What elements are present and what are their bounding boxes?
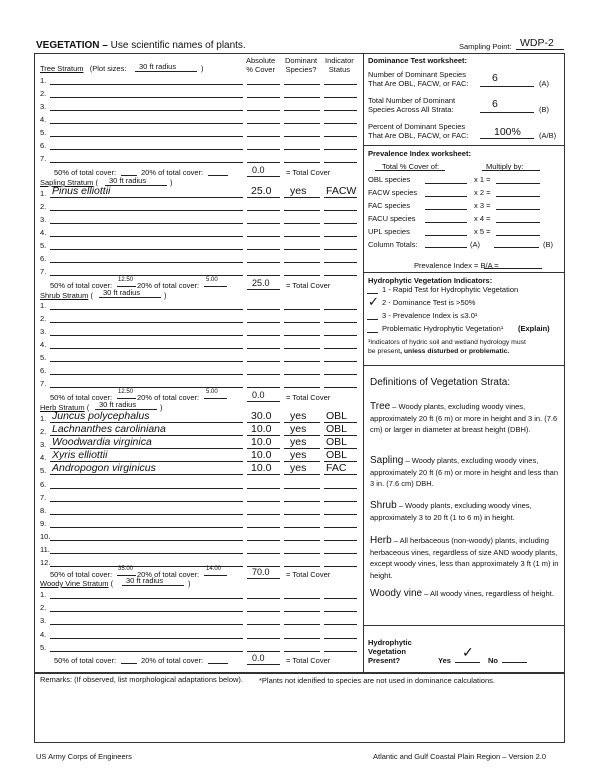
herb-species-name[interactable]: Lachnanthes caroliniana [52, 423, 166, 436]
prevalence-result-line[interactable] [496, 196, 540, 197]
sapling-plot-size[interactable]: 30 ft radius [109, 176, 147, 185]
tree-row-number: 2. [40, 89, 47, 98]
shrub-species-line[interactable] [50, 335, 243, 336]
shrub-cover-line[interactable] [247, 374, 280, 375]
sapling-cover-line[interactable] [247, 197, 280, 198]
shrub-row-number: 4. [40, 340, 47, 349]
woody-dominant-line[interactable] [284, 651, 320, 652]
sapling-dominant-line[interactable] [284, 223, 320, 224]
herb-status-line[interactable] [324, 540, 357, 541]
woody-status-line[interactable] [324, 598, 357, 599]
sapling-species-line[interactable] [50, 249, 243, 250]
dominance-test-title: Dominance Test worksheet: [368, 56, 468, 65]
prevalence-multiplier: x 3 = [474, 201, 491, 210]
prevalence-multiplier: x 2 = [474, 188, 491, 197]
herb-dominant-line[interactable] [284, 501, 320, 502]
sapling-status-line[interactable] [324, 262, 357, 263]
form-title: VEGETATION – Use scientific names of plants. [36, 40, 246, 51]
herb-cover-value[interactable]: 10.0 [251, 436, 272, 449]
sapling-status-line[interactable] [324, 236, 357, 237]
footer-left: US Army Corps of Engineers [36, 752, 132, 761]
tree-cover-line[interactable] [247, 110, 280, 111]
shrub-stratum-header: Shrub Stratum ( [40, 291, 93, 300]
dominance-value-percent[interactable]: 100% [494, 126, 521, 138]
shrub-dominant-line[interactable] [284, 361, 320, 362]
shrub-twenty-value[interactable]: 5.00 [206, 389, 218, 395]
indicators-title: Hydrophytic Vegetation Indicators: [368, 276, 493, 285]
woody-status-line[interactable] [324, 624, 357, 625]
prevalence-result-line[interactable] [496, 209, 540, 210]
prevalence-cover-line[interactable] [425, 209, 467, 210]
woody-stratum-header: Woody Vine Stratum ( [40, 579, 114, 588]
herb-status-line[interactable] [324, 501, 357, 502]
herb-species-line[interactable] [50, 514, 243, 515]
tree-dominant-line[interactable] [284, 123, 320, 124]
herb-status-value[interactable]: OBL [326, 436, 348, 449]
dominance-q3: Percent of Dominant Species That Are OBL, FACW, or FAC: [368, 122, 469, 140]
definition-item [370, 588, 560, 600]
shrub-fifty-value[interactable]: 12.50 [118, 389, 134, 395]
herb-cover-value[interactable]: 10.0 [251, 462, 272, 475]
herb-row-number: 1. [40, 414, 47, 423]
herb-fifty-value[interactable]: 35.00 [118, 566, 134, 572]
tree-cover-line[interactable] [247, 162, 280, 163]
shrub-dominant-line[interactable] [284, 387, 320, 388]
sapling-row-number: 5. [40, 241, 47, 250]
sapling-species-name[interactable]: Pinus elliottii [52, 185, 111, 197]
tree-species-line[interactable] [50, 110, 243, 111]
sapling-dominant-line[interactable] [284, 236, 320, 237]
herb-dominant-value[interactable]: yes [290, 410, 307, 422]
tree-status-line[interactable] [324, 110, 357, 111]
definition-term: Herb [370, 535, 392, 546]
woody-row-number: 2. [40, 603, 47, 613]
shrub-dominant-line[interactable] [284, 309, 320, 310]
definition-term: Woody vine [370, 588, 423, 599]
herb-cover-line[interactable] [247, 553, 280, 554]
definition-item [370, 401, 560, 436]
definition-text: – Woody plants, excluding woody vines, approximately 20 ft (6 m) or more in height and less than 3 in. (7.6 cm) DBH. [370, 456, 559, 488]
sapling-species-line[interactable] [50, 262, 243, 263]
indicator-checkbox-line[interactable] [367, 332, 378, 333]
herb-species-name[interactable]: Woodwardia virginica [52, 436, 152, 449]
herb-dominant-line[interactable] [284, 566, 320, 567]
prevalence-multiplier: x 4 = [474, 214, 491, 223]
tree-dominant-line[interactable] [284, 84, 320, 85]
sapling-dominant-line[interactable] [284, 210, 320, 211]
hydrophytic-present-label: Hydrophytic Vegetation Present? [368, 638, 412, 665]
herb-status-value[interactable]: OBL [326, 410, 348, 422]
herb-dominant-line[interactable] [284, 474, 320, 475]
definition-item [370, 455, 560, 490]
shrub-plot-size[interactable]: 30 ft radius [103, 288, 141, 297]
herb-species-name[interactable]: Xyris elliottii [52, 449, 108, 462]
herb-cover-line[interactable] [247, 527, 280, 528]
shrub-cover-line[interactable] [247, 309, 280, 310]
tree-row-number: 5. [40, 128, 47, 137]
indicator-text: 3 - Prevalence Index is ≤3.0¹ [382, 311, 478, 320]
footer-right: Atlantic and Gulf Coastal Plain Region – Version 2.0 [373, 752, 547, 761]
woody-species-line[interactable] [50, 651, 243, 652]
woody-row-number: 4. [40, 629, 47, 639]
woody-dominant-line[interactable] [284, 638, 320, 639]
remarks-label: Remarks: (If observed, list morphological adaptations below). [40, 675, 244, 684]
shrub-status-line[interactable] [324, 335, 357, 336]
shrub-dominant-line[interactable] [284, 322, 320, 323]
tree-dominant-line[interactable] [284, 97, 320, 98]
sapling-cover-value[interactable]: 25.0 [251, 185, 272, 197]
herb-row-number: 3. [40, 440, 47, 450]
sapling-total-cover[interactable]: 25.0 [252, 278, 270, 288]
prevalence-row-label: FACU species [368, 214, 416, 223]
sapling-species-line[interactable] [50, 197, 243, 198]
shrub-status-line[interactable] [324, 309, 357, 310]
shrub-row-number: 1. [40, 301, 47, 310]
shrub-status-line[interactable] [324, 322, 357, 323]
indicator-text: 1 - Rapid Test for Hydrophytic Vegetation [382, 285, 519, 294]
prevalence-cover-line[interactable] [425, 183, 467, 184]
sapling-status-line[interactable] [324, 210, 357, 211]
sapling-cover-line[interactable] [247, 223, 280, 224]
herb-row-number: 11. [40, 545, 50, 554]
definition-term: Tree [370, 401, 391, 412]
definition-text: – Woody plants, excluding woody vines, approximately 3 to 20 ft (1 to 6 m) in height. [370, 501, 532, 522]
tree-status-line[interactable] [324, 149, 357, 150]
sapling-cover-line[interactable] [247, 262, 280, 263]
woody-status-line[interactable] [324, 638, 357, 639]
herb-status-line[interactable] [324, 553, 357, 554]
indicator-text: 2 - Dominance Test is >50% [382, 298, 476, 307]
shrub-row-number: 2. [40, 314, 47, 323]
tree-dominant-line[interactable] [284, 110, 320, 111]
herb-species-line[interactable] [50, 501, 243, 502]
sapling-cover-line[interactable] [247, 236, 280, 237]
definition-text: – Woody plants, excluding woody vines, approximately 20 ft (6 m) or more in height and 3 in. (7.6 cm) or larger in diameter at breast height (DBH). [370, 402, 558, 434]
sapling-species-line[interactable] [50, 210, 243, 211]
definition-text: – All herbaceous (non-woody) plants, including herbaceous vines, regardless of size AND woody plants, except woody vines, less than approximately 3 ft (1 m) in height. [370, 536, 559, 580]
herb-species-name[interactable]: Andropogon virginicus [52, 462, 156, 475]
herb-species-line[interactable] [50, 553, 243, 554]
herb-dominant-value[interactable]: yes [290, 436, 307, 449]
shrub-row-number: 3. [40, 327, 47, 336]
woody-species-line[interactable] [50, 638, 243, 639]
sapling-row-number: 6. [40, 254, 47, 263]
shrub-species-line[interactable] [50, 387, 243, 388]
col-absolute-cover: Absolute % Cover [246, 56, 276, 74]
woody-cover-line[interactable] [247, 611, 280, 612]
herb-status-line[interactable] [324, 488, 357, 489]
sapling-status-line[interactable] [324, 197, 357, 198]
herb-species-name[interactable]: Juncus polycephalus [52, 410, 150, 422]
herb-status-line[interactable] [324, 527, 357, 528]
shrub-dominant-line[interactable] [284, 374, 320, 375]
tree-status-line[interactable] [324, 97, 357, 98]
shrub-species-line[interactable] [50, 374, 243, 375]
tree-species-line[interactable] [50, 149, 243, 150]
tree-cover-line[interactable] [247, 136, 280, 137]
sapling-status-value[interactable]: FACW [326, 185, 357, 197]
tree-row-number: 6. [40, 141, 47, 150]
prevalence-result-line[interactable] [496, 222, 540, 223]
shrub-dominant-line[interactable] [284, 335, 320, 336]
dominance-value-a[interactable]: 6 [492, 72, 498, 84]
sapling-row-number: 2. [40, 202, 47, 211]
indicators-footnote: ¹Indicators of hydric soil and wetland hydrology must be present, unless disturbed or problematic. [368, 339, 526, 355]
tree-species-line[interactable] [50, 162, 243, 163]
prevalence-result-line[interactable] [496, 183, 540, 184]
herb-cover-value[interactable]: 10.0 [251, 423, 272, 436]
herb-plot-size[interactable]: 30 ft radius [99, 400, 137, 409]
shrub-cover-line[interactable] [247, 322, 280, 323]
prevalence-cover-line[interactable] [425, 222, 467, 223]
sapling-dominant-value[interactable]: yes [290, 185, 307, 197]
herb-dominant-line[interactable] [284, 540, 320, 541]
sapling-cover-line[interactable] [247, 249, 280, 250]
dominance-value-b[interactable]: 6 [492, 98, 498, 110]
sapling-dominant-line[interactable] [284, 197, 320, 198]
shrub-status-line[interactable] [324, 348, 357, 349]
definition-term: Sapling [370, 455, 404, 466]
shrub-species-line[interactable] [50, 348, 243, 349]
indicator-text: Problematic Hydrophytic Vegetation¹ [382, 324, 504, 333]
shrub-row-number: 7. [40, 379, 47, 388]
herb-status-line[interactable] [324, 474, 357, 475]
herb-cover-value[interactable]: 30.0 [251, 410, 272, 422]
herb-row-number: 6. [40, 479, 47, 489]
hydrophytic-yes-check-icon[interactable]: ✓ [462, 644, 474, 660]
dominance-q1: Number of Dominant Species That Are OBL, FACW, or FAC: [368, 70, 469, 88]
herb-cover-value[interactable]: 10.0 [251, 449, 272, 462]
herb-row-number: 9. [40, 518, 47, 528]
tree-row-number: 4. [40, 115, 47, 124]
herb-row-number: 5. [40, 466, 47, 476]
shrub-status-line[interactable] [324, 374, 357, 375]
shrub-total-cover[interactable]: 0.0 [252, 390, 265, 400]
sapling-dominant-line[interactable] [284, 275, 320, 276]
shrub-cover-line[interactable] [247, 335, 280, 336]
tree-species-line[interactable] [50, 97, 243, 98]
shrub-cover-line[interactable] [247, 361, 280, 362]
tree-species-line[interactable] [50, 84, 243, 85]
woody-dominant-line[interactable] [284, 624, 320, 625]
prevalence-row-label: FAC species [368, 201, 411, 210]
indicator-check-icon[interactable]: ✓ [368, 294, 379, 309]
tree-status-line[interactable] [324, 162, 357, 163]
dominance-q2: Total Number of Dominant Species Across All Strata: [368, 96, 456, 114]
herb-dominant-value[interactable]: yes [290, 462, 307, 475]
woody-row-number: 1. [40, 590, 47, 599]
definition-text: – All woody vines, regardless of height. [422, 589, 554, 598]
tree-dominant-line[interactable] [284, 136, 320, 137]
herb-row-number: 2. [40, 427, 47, 437]
herb-dominant-line[interactable] [284, 527, 320, 528]
tree-cover-line[interactable] [247, 84, 280, 85]
woody-row-number: 3. [40, 616, 47, 626]
herb-row-number: 4. [40, 453, 47, 463]
definition-term: Shrub [370, 500, 397, 511]
tree-status-line[interactable] [324, 84, 357, 85]
tree-dominant-line[interactable] [284, 162, 320, 163]
tree-fifty-label: 50% of total cover: [54, 168, 117, 177]
herb-status-line[interactable] [324, 566, 357, 567]
tree-row-number: 7. [40, 154, 47, 163]
woody-row-number: 5. [40, 642, 47, 652]
herb-dominant-value[interactable]: yes [290, 449, 307, 462]
woody-cover-line[interactable] [247, 598, 280, 599]
shrub-status-line[interactable] [324, 387, 357, 388]
herb-status-value[interactable]: OBL [326, 423, 348, 436]
herb-species-line[interactable] [50, 488, 243, 489]
herb-species-line[interactable] [50, 527, 243, 528]
shrub-row-number: 6. [40, 366, 47, 375]
sapling-fifty-value[interactable]: 12.50 [118, 277, 134, 283]
herb-cover-line[interactable] [247, 501, 280, 502]
shrub-cover-line[interactable] [247, 348, 280, 349]
herb-total-cover[interactable]: 70.0 [252, 567, 270, 577]
sapling-species-line[interactable] [50, 223, 243, 224]
herb-species-line[interactable] [50, 474, 243, 475]
tree-dominant-line[interactable] [284, 149, 320, 150]
tree-plot-size[interactable]: 30 ft radius [139, 62, 177, 71]
sapling-species-line[interactable] [50, 236, 243, 237]
tree-species-line[interactable] [50, 136, 243, 137]
prevalence-row-label: UPL species [368, 227, 410, 236]
sapling-stratum-header: Sapling Stratum ( [40, 178, 98, 187]
sapling-row-number: 1. [40, 189, 47, 198]
sapling-cover-line[interactable] [247, 275, 280, 276]
col-dominant-species: Dominant Species? [285, 56, 318, 74]
shrub-species-line[interactable] [50, 309, 243, 310]
tree-row-number: 3. [40, 102, 47, 111]
herb-cover-line[interactable] [247, 514, 280, 515]
tree-cover-line[interactable] [247, 97, 280, 98]
herb-row-number: 12. [40, 558, 51, 568]
sapling-status-line[interactable] [324, 223, 357, 224]
col-indicator-status: Indicator Status [325, 56, 354, 74]
woody-species-line[interactable] [50, 624, 243, 625]
prevalence-cover-line[interactable] [425, 196, 467, 197]
tree-stratum-header: Tree Stratum (Plot sizes: [40, 64, 127, 73]
woody-species-line[interactable] [50, 598, 243, 599]
woody-total-cover[interactable]: 0.0 [252, 653, 265, 663]
sampling-point-value[interactable]: WDP-2 [520, 37, 554, 49]
herb-row-number: 7. [40, 492, 47, 502]
sapling-dominant-line[interactable] [284, 249, 320, 250]
sapling-row-number: 4. [40, 228, 47, 237]
tree-cover-line[interactable] [247, 149, 280, 150]
herb-status-value[interactable]: FAC [326, 462, 347, 475]
sapling-twenty-value[interactable]: 5.00 [206, 277, 218, 283]
woody-status-line[interactable] [324, 611, 357, 612]
prevalence-result-line[interactable] [496, 235, 540, 236]
woody-cover-line[interactable] [247, 638, 280, 639]
sapling-row-number: 3. [40, 215, 47, 224]
sapling-status-line[interactable] [324, 249, 357, 250]
shrub-cover-line[interactable] [247, 387, 280, 388]
woody-dominant-line[interactable] [284, 598, 320, 599]
shrub-species-line[interactable] [50, 361, 243, 362]
tree-cover-line[interactable] [247, 123, 280, 124]
herb-dominant-line[interactable] [284, 488, 320, 489]
shrub-species-line[interactable] [50, 322, 243, 323]
woody-species-line[interactable] [50, 611, 243, 612]
sapling-dominant-line[interactable] [284, 262, 320, 263]
herb-row-number: 10. [40, 531, 51, 541]
sapling-status-line[interactable] [324, 275, 357, 276]
sampling-point-label: Sampling Point: [459, 42, 512, 51]
prevalence-row-label: FACW species [368, 188, 418, 197]
tree-total-cover[interactable]: 0.0 [252, 165, 265, 175]
woody-status-line[interactable] [324, 651, 357, 652]
woody-dominant-line[interactable] [284, 611, 320, 612]
sapling-cover-line[interactable] [247, 210, 280, 211]
shrub-row-number: 5. [40, 353, 47, 362]
herb-dominant-line[interactable] [284, 553, 320, 554]
herb-species-line[interactable] [50, 540, 243, 541]
sapling-species-line[interactable] [50, 275, 243, 276]
herb-cover-line[interactable] [247, 540, 280, 541]
herb-status-value[interactable]: OBL [326, 449, 348, 462]
woody-plot-size[interactable]: 30 ft radius [126, 576, 164, 585]
herb-twenty-value[interactable]: 14.00 [206, 566, 222, 572]
sapling-row-number: 7. [40, 267, 47, 276]
remarks-note[interactable]: *Plants not idenified to species are not used in dominance calculations. [259, 676, 495, 685]
herb-status-line[interactable] [324, 514, 357, 515]
herb-dominant-value[interactable]: yes [290, 423, 307, 436]
woody-cover-line[interactable] [247, 624, 280, 625]
tree-species-line[interactable] [50, 123, 243, 124]
herb-dominant-line[interactable] [284, 514, 320, 515]
prevalence-title: Prevalence Index worksheet: [368, 149, 471, 158]
indicator-checkbox-line[interactable] [367, 319, 378, 320]
herb-row-number: 8. [40, 505, 47, 515]
tree-row-number: 1. [40, 76, 47, 85]
herb-stratum-header: Herb Stratum ( [40, 403, 90, 412]
prevalence-row-label: OBL species [368, 175, 411, 184]
definition-item [370, 500, 560, 523]
prevalence-cover-line[interactable] [425, 235, 467, 236]
tree-status-line[interactable] [324, 123, 357, 124]
herb-cover-line[interactable] [247, 474, 280, 475]
woody-cover-line[interactable] [247, 651, 280, 652]
shrub-status-line[interactable] [324, 361, 357, 362]
definitions-title: Definitions of Vegetation Strata: [370, 377, 511, 388]
prevalence-multiplier: x 1 = [474, 175, 491, 184]
herb-cover-line[interactable] [247, 488, 280, 489]
tree-status-line[interactable] [324, 136, 357, 137]
shrub-dominant-line[interactable] [284, 348, 320, 349]
definition-item [370, 535, 560, 581]
prevalence-multiplier: x 5 = [474, 227, 491, 236]
